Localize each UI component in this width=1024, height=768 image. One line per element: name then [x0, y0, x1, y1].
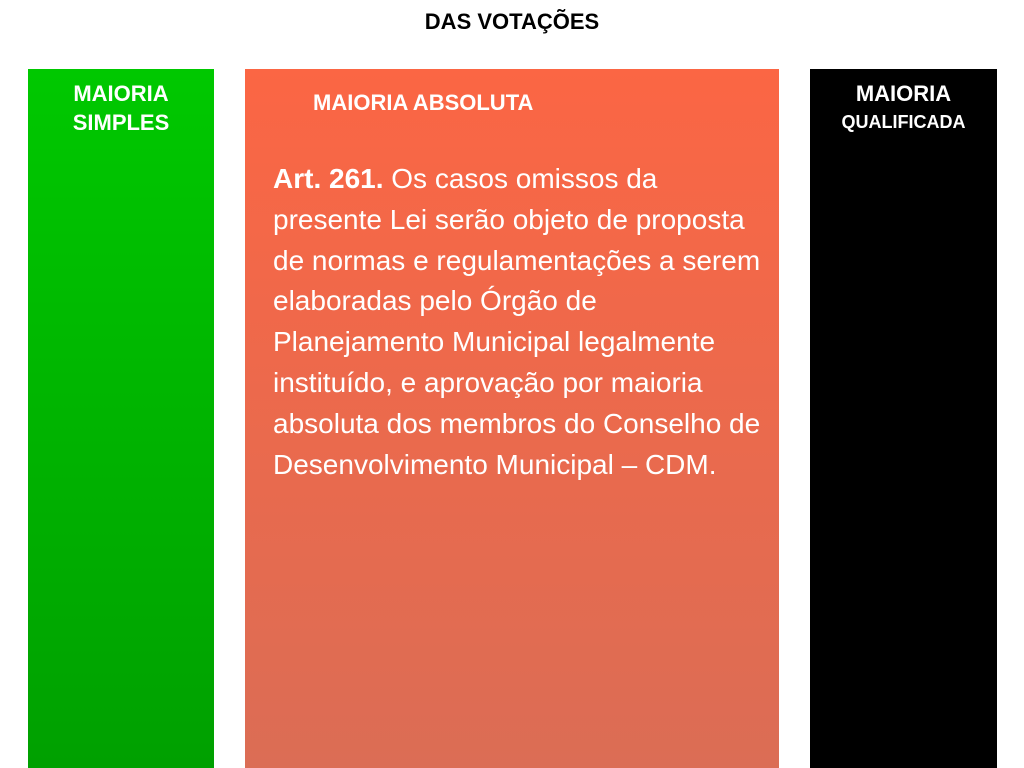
maioria-absoluta-heading: MAIORIA ABSOLUTA	[313, 90, 534, 115]
maioria-simples-column	[28, 69, 214, 768]
maioria-simples-heading-line2: SIMPLES	[72, 109, 170, 135]
maioria-qualificada-column	[810, 69, 997, 768]
maioria-qualificada-heading-line1: MAIORIA	[855, 81, 952, 106]
maioria-simples-heading	[28, 80, 214, 137]
article-body: Os casos omissos da presente Lei serão objeto de proposta de normas e regulamentações a serem elaboradas pelo Órgão de Planejamento Municipal legalmente instituído, e aprovação por maioria absoluta dos membros do Conselho de Desenvolvimento Municipal – CDM.	[273, 163, 761, 480]
maioria-absoluta-column	[245, 69, 779, 768]
maioria-simples-heading-line1: MAIORIA	[73, 81, 169, 106]
slide-title: DAS VOTAÇÕES	[424, 9, 600, 34]
maioria-qualificada-heading	[810, 80, 997, 134]
article-261-text	[273, 159, 763, 485]
article-number: Art. 261.	[273, 163, 384, 194]
maioria-qualificada-heading-line2: QUALIFICADA	[841, 111, 966, 132]
